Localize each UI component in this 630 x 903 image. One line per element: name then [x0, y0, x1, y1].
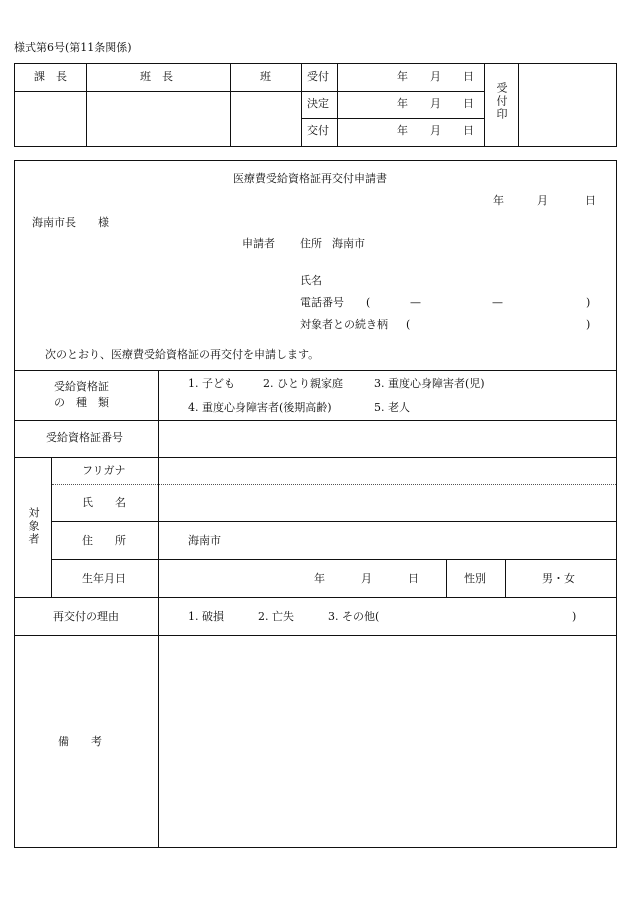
received-label: 受付 [307, 70, 329, 83]
remarks-field[interactable] [160, 638, 615, 846]
sex-label: 性別 [464, 572, 486, 585]
subject-name-label: 氏 名 [82, 496, 126, 509]
cert-type-label-2: の 種 類 [54, 396, 109, 409]
cert-type-option-1[interactable]: 1. 子ども [188, 377, 235, 390]
application-date[interactable]: 年 月 日 [493, 194, 596, 207]
applicant-name-field[interactable]: 氏名 [300, 274, 322, 287]
applicant-address[interactable]: 住所 海南市 [300, 237, 365, 250]
applicant-label: 申請者 [242, 237, 275, 250]
furigana-field[interactable] [160, 459, 615, 483]
form-title: 医療費受給資格証再交付申請書 [233, 172, 387, 185]
reason-label: 再交付の理由 [53, 610, 119, 623]
phone-number-field[interactable]: 電話番号 [300, 296, 344, 309]
reason-option-2[interactable]: 2. 亡失 [258, 610, 294, 623]
application-statement: 次のとおり、医療費受給資格証の再交付を申請します。 [45, 348, 320, 361]
cert-number-label: 受給資格証番号 [46, 431, 123, 444]
subject-label: 対象者 [27, 507, 40, 546]
cert-type-option-2[interactable]: 2. ひとり親家庭 [263, 377, 343, 390]
form-number: 様式第6号(第11条関係) [14, 41, 132, 54]
receipt-stamp-label: 受付印 [495, 82, 508, 121]
subject-address-label: 住 所 [82, 534, 126, 547]
sex-field[interactable]: 男・女 [542, 572, 575, 585]
birthdate-label: 生年月日 [82, 572, 126, 585]
remarks-label: 備 考 [58, 735, 102, 748]
subject-address-field[interactable]: 海南市 [188, 534, 221, 547]
cert-number-field[interactable] [160, 422, 615, 456]
cert-type-option-3[interactable]: 3. 重度心身障害者(児) [374, 377, 485, 390]
reason-option-1[interactable]: 1. 破損 [188, 610, 224, 623]
birthdate-field[interactable]: 年 月 日 [314, 572, 419, 585]
team-header: 班 [260, 70, 271, 83]
relationship-field[interactable]: 対象者との続き柄 [300, 318, 388, 331]
cert-type-option-4[interactable]: 4. 重度心身障害者(後期高齢) [188, 401, 332, 414]
team-leader-header: 班 長 [140, 70, 173, 83]
receipt-stamp-area[interactable] [520, 65, 615, 145]
received-date[interactable]: 年 月 日 [397, 70, 474, 83]
issued-date[interactable]: 年 月 日 [397, 124, 474, 137]
subject-name-field[interactable] [160, 486, 615, 520]
reason-option-3[interactable]: 3. その他( [328, 610, 380, 623]
addressee: 海南市長 様 [32, 216, 109, 229]
cert-type-label: 受給資格証 [54, 380, 109, 393]
decided-label: 決定 [307, 97, 329, 110]
furigana-label: フリガナ [82, 464, 126, 477]
section-chief-header: 課 長 [34, 70, 67, 83]
issued-label: 交付 [307, 124, 329, 137]
cert-type-option-5[interactable]: 5. 老人 [374, 401, 410, 414]
decided-date[interactable]: 年 月 日 [397, 97, 474, 110]
